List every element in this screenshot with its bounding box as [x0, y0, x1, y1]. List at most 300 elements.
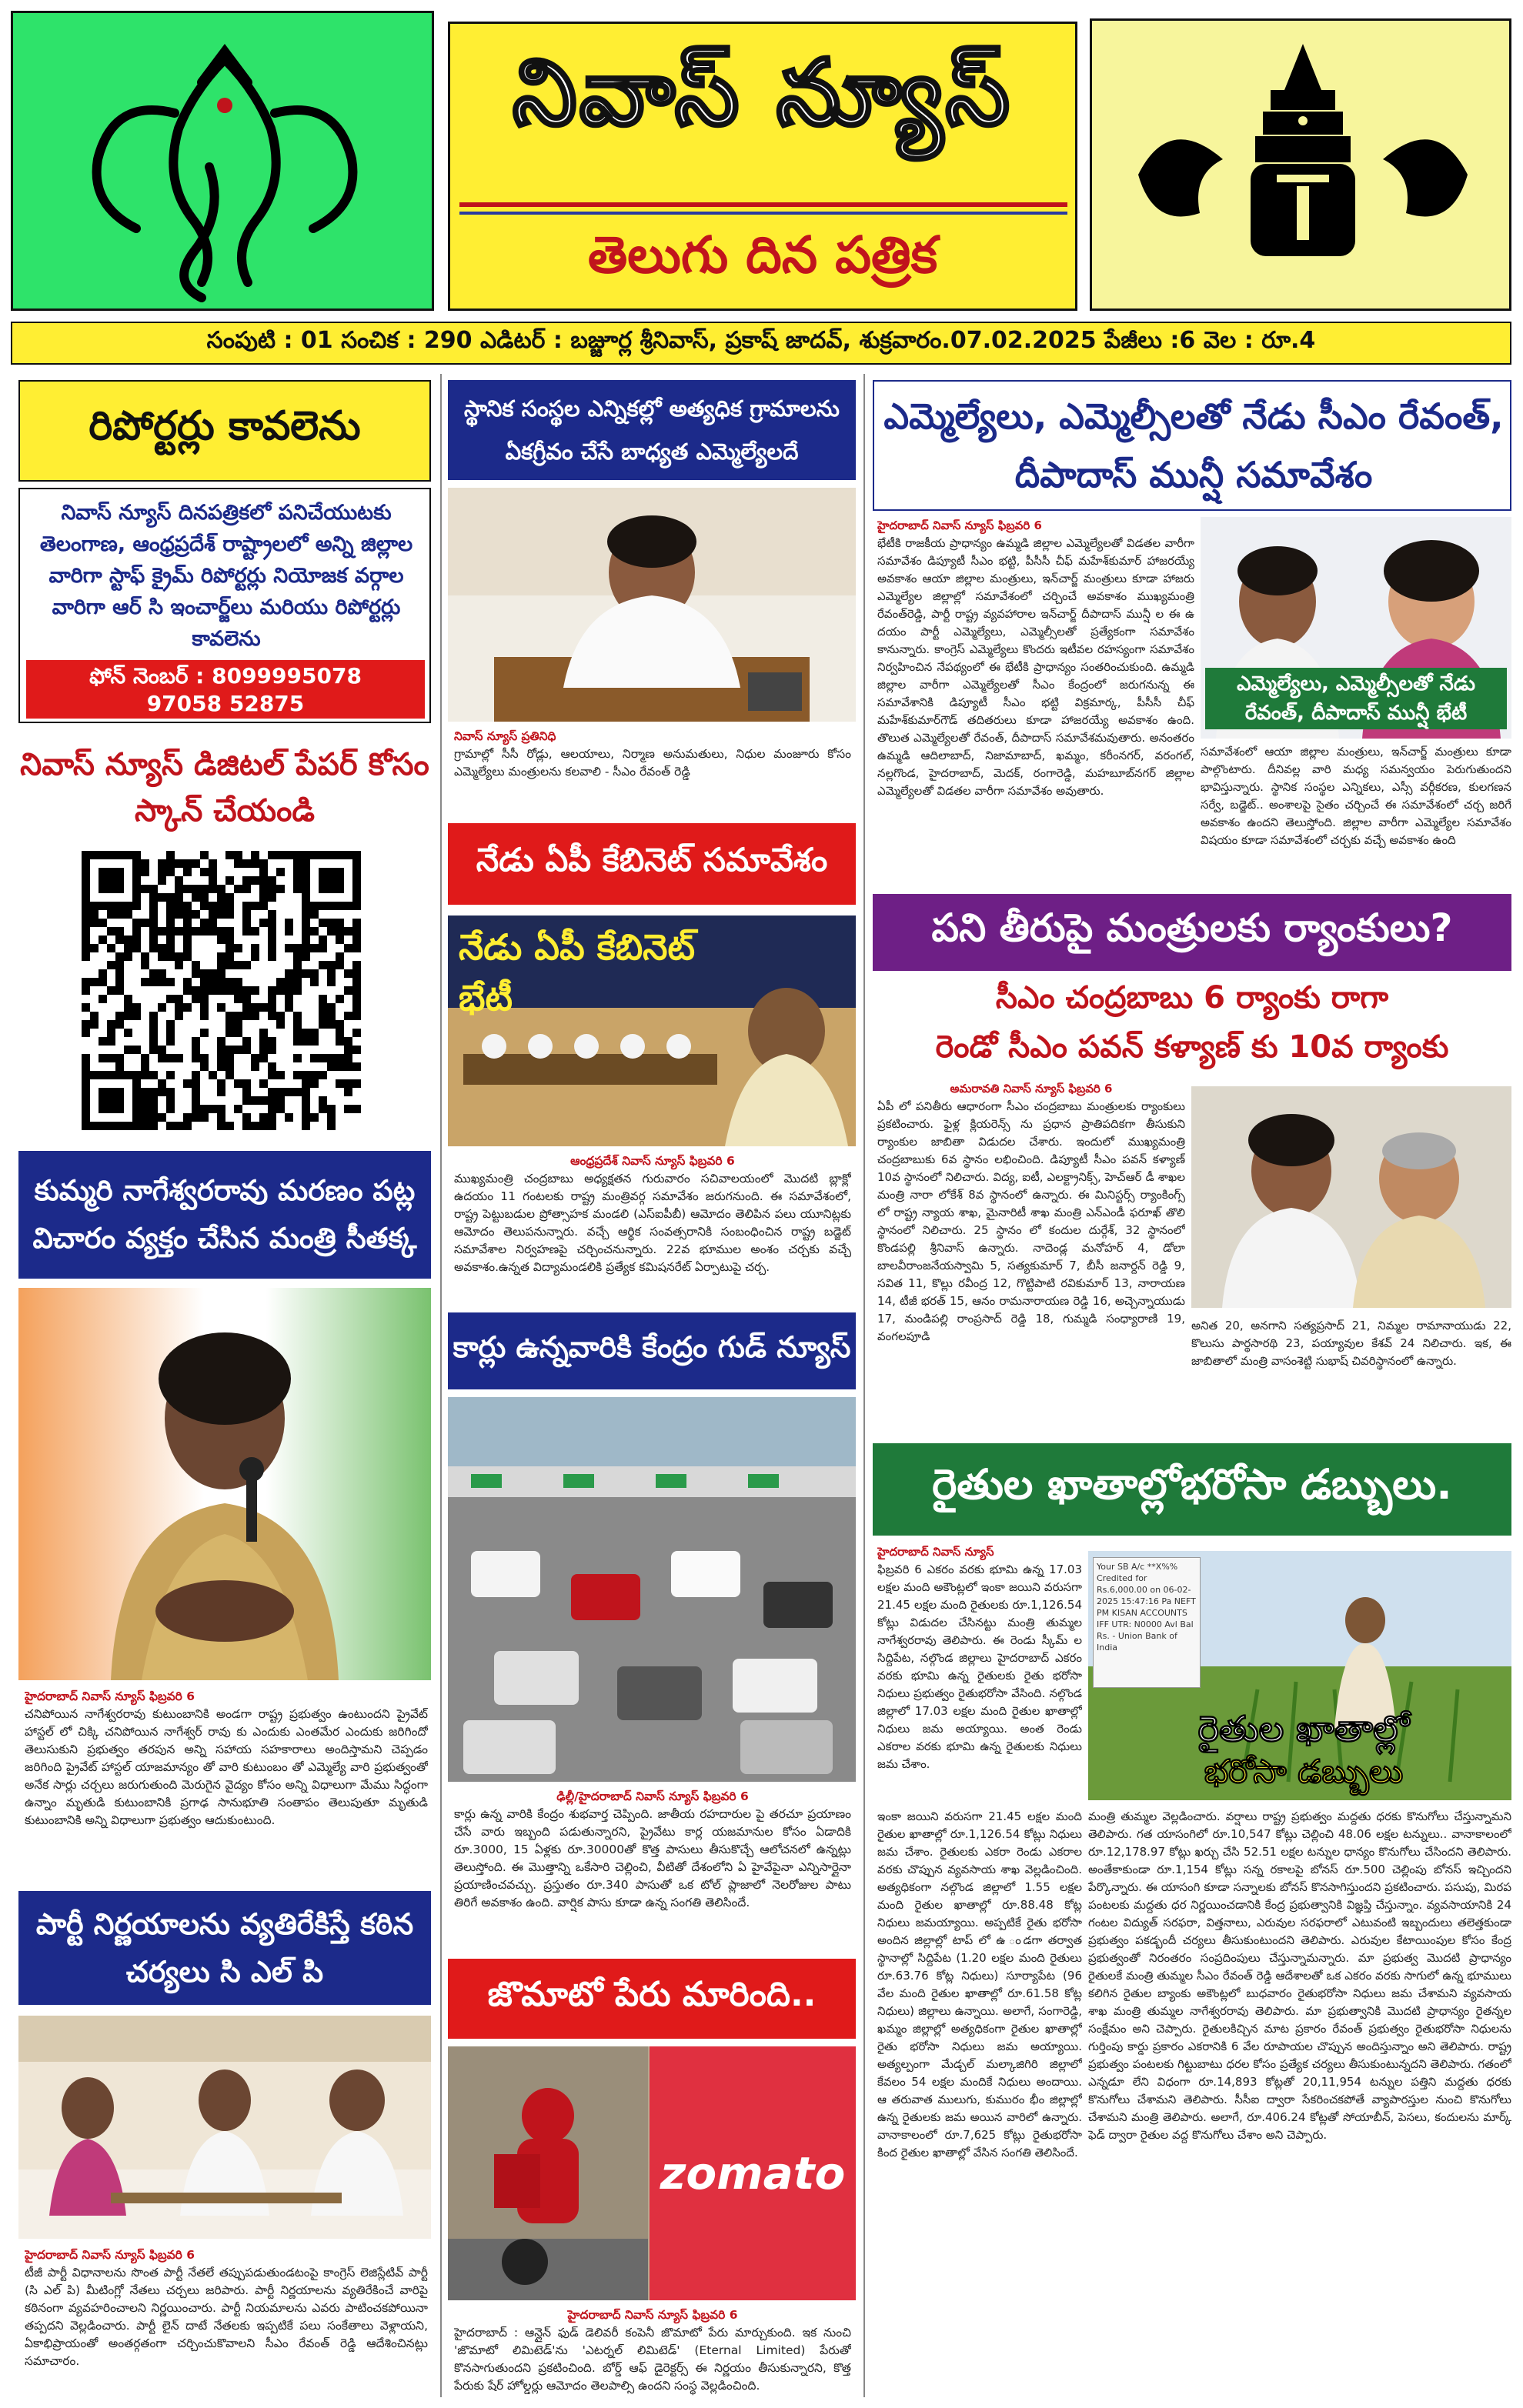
qr-module: [302, 1105, 310, 1113]
qr-module: [132, 936, 141, 944]
qr-module: [234, 961, 242, 969]
qr-module: [132, 1003, 141, 1012]
qr-module: [183, 1122, 192, 1130]
qr-module: [175, 885, 183, 893]
qr-module: [259, 919, 268, 927]
qr-module: [319, 1012, 327, 1020]
qr-module: [209, 919, 217, 927]
qr-module: [141, 952, 149, 961]
qr-module: [242, 910, 251, 919]
qr-module: [200, 893, 209, 902]
qr-code-icon: [20, 849, 420, 1132]
reporters-wanted-box: [18, 488, 431, 723]
qr-module: [192, 927, 200, 936]
qr-module: [209, 1071, 217, 1079]
qr-module: [327, 1105, 336, 1113]
qr-module: [115, 952, 124, 961]
qr-module: [319, 1003, 327, 1012]
qr-module: [183, 1113, 192, 1122]
qr-module: [166, 927, 175, 936]
qr-module: [293, 885, 302, 893]
qr-module: [192, 1105, 200, 1113]
qr-module: [319, 1105, 327, 1113]
qr-module: [285, 944, 293, 952]
qr-module: [259, 1003, 268, 1012]
farmers-body-top: ఫిబ్రవరి 6 ఎకరం వరకు భూమి ఉన్న 17.03 లక్షల మంది అకౌంట్లలో ఇంకా జయిని వరుసగా 21.45 లక్షల మంది రైతులకు రూ.1,126.54 కోట్లు విడుదల చేసినట్టు మంత్రి తుమ్మల నాగేశ్వరరావు తెలిపారు. ఈ రెండు స్కీమ్ ల సిద్దిపేట, నల్గొండ జిల్లాలు హైదరాబాద్ ఎకరం వరకు భూమి ఉన్న రైతులకు రైతు భరోసా నిధులు ప్రభుత్వం రైతుభరోసా వేసింది. నల్గొండ జిల్లాలో 17.03 లక్షల మంది రైతుల ఖాతాల్లో నిధులు జమ అయ్యాయి. అంత రెండు ఎకరాల వరకు భూమి ఉన్న రైతులకు నిధులు జమ చేశాం.: [877, 1563, 1082, 1771]
qr-module: [149, 969, 158, 978]
digital-paper-box: [18, 737, 431, 839]
qr-module: [192, 1054, 200, 1062]
qr-module: [192, 995, 200, 1003]
qr-module: [352, 1046, 361, 1054]
qr-module: [285, 986, 293, 995]
toll-plaza-icon: [448, 1397, 856, 1782]
qr-module: [192, 961, 200, 969]
qr-module: [209, 876, 217, 885]
seethakka-body: చనిపోయిన నాగేశ్వరరావు కుటుంబానికి అండగా రాష్ట్ర ప్రభుత్వం ఉంటుందని ప్రైవేట్ హాస్టల్ లో చిక్కి చనిపోయిన నాగేశ్వర్ రావు కు ఎందుకు ఎంతమేర ఎందుకు జరిగిందో తెలుసుకుని ప్రభుత్వం తరపున అన్ని సహాయ సహకారాలు అందిస్తామని చెప్పడం జరిగింది ప్రైవేట్ హాస్టల్ యాజమాన్యం తో వారి కుటుంబం తో ఎమ్మెల్యే వారి ప్రభుత్వంతో అనేక సార్లు చర్చలు జరుగుతుంది మెరుగైన వైద్యం కోసం అన్ని విధాలుగా మేము సిద్ధంగా ఉన్నాం మృతుడి కుటుంబానికి ప్రగాఢ సానుభూతి సంతాపం తెలుపుతూ మృతుడి కుటుంబానికి అన్ని విధాలుగా ప్రభుత్వం ఆదుకుంటుంది.: [25, 1707, 428, 1827]
qr-module: [99, 919, 107, 927]
qr-module: [276, 978, 285, 986]
qr-module: [225, 1046, 234, 1054]
balaji-icon: [1092, 21, 1511, 311]
qr-module: [166, 1096, 175, 1105]
revanth-meet-heading: ఎమ్మెల్యేలు, ఎమ్మెల్సీలతో నేడు సీఎం రేవంత్, దీపాదాస్ మున్షీ సమావేశం: [883, 395, 1504, 495]
qr-module: [268, 986, 276, 995]
qr-module: [166, 1071, 175, 1079]
qr-module: [327, 1054, 336, 1062]
ranks-header-box: [873, 894, 1511, 971]
qr-module: [175, 902, 183, 910]
cars-body: కార్లు ఉన్న వారికి కేంద్రం శుభవార్త చెప్పింది. జాతీయ రహదారుల పై తరచూ ప్రయాణం చేసే వారు ఇబ్బంది పడుతున్నారని, ప్రైవేటు కార్ల యజమానుల కోసం ఏడాదికి రూ.3000, 15 ఏళ్లకు రూ.30000తో కొత్త పాసులు తీసుకొచ్చే ఆలోచనలో ఉన్నట్లు తెలుస్తోంది. ఈ మొత్తాన్ని ఒకేసారి చెల్లించి, వీటితో దేశంలోని ఏ హైవేపైనా ఎన్నిసార్లైనా ప్రయాణించవచ్చు. ప్రస్తుతం రూ.340 పాసుతో ఒక టోల్ ప్లాజాలో నెలరోజుల పాటు తిరిగే అవకాశం ఉంది. వార్షిక పాసు కూడా ఉన్న సంగతి తెలిసిందే.: [454, 1807, 851, 1909]
qr-module: [268, 885, 276, 893]
qr-module: [242, 1088, 251, 1096]
qr-module: [115, 927, 124, 936]
qr-module: [234, 1046, 242, 1054]
qr-module: [259, 1079, 268, 1088]
qr-module: [175, 910, 183, 919]
qr-code[interactable]: [20, 849, 420, 1132]
qr-module: [141, 961, 149, 969]
qr-module: [132, 944, 141, 952]
qr-module: [99, 995, 107, 1003]
qr-module: [319, 961, 327, 969]
qr-module: [302, 1096, 310, 1105]
qr-module: [225, 961, 234, 969]
qr-module: [242, 885, 251, 893]
qr-module: [200, 986, 209, 995]
minister-portrait-icon: [18, 1288, 431, 1680]
qr-module: [158, 1046, 166, 1054]
qr-module: [259, 1096, 268, 1105]
qr-module: [310, 910, 319, 919]
qr-module: [310, 1037, 319, 1046]
qr-module: [217, 1079, 225, 1088]
newspaper-title: నివాస్ న్యూస్: [513, 39, 1013, 145]
ranks-subheading-2: రెండో సీఎం పవన్ కళ్యాణ్ కు 10వ ర్యాంకు: [935, 1029, 1449, 1065]
qr-module: [302, 1113, 310, 1122]
qr-module: [183, 936, 192, 944]
qr-module: [175, 893, 183, 902]
qr-module: [183, 978, 192, 986]
qr-module: [242, 1113, 251, 1122]
qr-module: [242, 986, 251, 995]
qr-module: [132, 919, 141, 927]
qr-module: [82, 910, 90, 919]
qr-module: [302, 1029, 310, 1037]
qr-module: [259, 1029, 268, 1037]
qr-module: [99, 978, 107, 986]
qr-module: [276, 1088, 285, 1096]
qr-module: [99, 1054, 107, 1062]
ap-cabinet-body: ముఖ్యమంత్రి చంద్రబాబు అధ్యక్షతన గురువారం సచివాలయంలో మొదటి బ్లాక్లో ఉదయం 11 గంటలకు రాష్ట్ర మంత్రివర్గ సమావేశం జరుగనుంది. ఈ సమావేశంలో, రాష్ట్ర పెట్టుబడుల ప్రోత్సాహక మండలి (ఎస్ఐపీబీ) ఆమోదం తెలిపిన పలు యూనిట్లకు ఆమోదం తెలుపనున్నారు. వచ్చే ఆర్థిక సంవత్సరానికి సంబంధించిన రాష్ట్ర బడ్జెట్ సమావేశాల నిర్వహణపై చర్చించనున్నారు. 22వ భూముల అంశం చర్చకు వచ్చే అవకాశం.ఉన్నత విద్యామండలికి ప్రత్యేక కమిషనరేట్ ఏర్పాటుపై చర్చ.: [454, 1172, 851, 1274]
qr-module: [99, 1088, 124, 1113]
qr-module: [217, 1054, 225, 1062]
qr-module: [192, 885, 200, 893]
qr-module: [149, 1122, 158, 1130]
qr-module: [175, 1003, 183, 1012]
qr-module: [225, 1071, 234, 1079]
revanth-meet-body-right: సమావేశంలో ఆయా జిల్లాల మంత్రులు, ఇన్‌చార్జ్ మంత్రులు కూడా పాల్గొంటారు. దీనివల్ల వారి మధ్య సమన్వయం పెరుగుతుందని భావిస్తున్నారు. స్థానిక సంస్థల ఎన్నికలు, ఎస్సీ వర్గీకరణ, కులగణన సర్వే, బడ్జెట్.. అంశాలపై సైతం చర్చించే ఈ సమావేశంలో చర్చ జరిగే అవకాశం ఉందని తెలుస్తోంది. జిల్లాల వారీగా ఎమ్మెల్యేల సమావేశం విషయం కూడా సమావేశంలో చర్చకు వచ్చే అవకాశం ఉంది: [1201, 745, 1511, 847]
qr-module: [149, 885, 158, 893]
qr-module: [183, 986, 192, 995]
qr-module: [302, 1037, 310, 1046]
qr-module: [268, 1071, 276, 1079]
qr-module: [82, 944, 90, 952]
qr-module: [192, 1079, 200, 1088]
qr-module: [259, 859, 268, 868]
qr-module: [344, 1046, 352, 1054]
qr-module: [158, 1054, 166, 1062]
qr-module: [124, 910, 132, 919]
qr-module: [217, 1037, 225, 1046]
qr-module: [251, 927, 259, 936]
qr-module: [242, 859, 251, 868]
revanth-meet-photo: [1201, 517, 1511, 739]
qr-module: [82, 927, 90, 936]
ap-cabinet-dateline: ఆంధ్రప్రదేశ్ నివాస్ న్యూస్ ఫిబ్రవరి 6: [570, 1154, 735, 1168]
qr-module: [158, 1079, 166, 1088]
qr-module: [183, 859, 192, 868]
cm-portrait-icon: [448, 488, 856, 722]
qr-module: [251, 986, 259, 995]
qr-module: [268, 1113, 276, 1122]
qr-module: [82, 1029, 90, 1037]
qr-module: [217, 936, 225, 944]
qr-module: [166, 1088, 175, 1096]
qr-module: [200, 995, 209, 1003]
qr-module: [209, 859, 217, 868]
qr-module: [225, 876, 234, 885]
revanth-meet-article-left: [877, 517, 1194, 886]
qr-module: [141, 1071, 149, 1079]
qr-module: [225, 936, 234, 944]
qr-module: [251, 1122, 259, 1130]
qr-module: [259, 1054, 268, 1062]
qr-module: [217, 961, 225, 969]
qr-module: [141, 1062, 149, 1071]
qr-module: [158, 1003, 166, 1012]
qr-module: [115, 936, 124, 944]
qr-module: [209, 978, 217, 986]
qr-module: [268, 952, 276, 961]
qr-module: [234, 986, 242, 995]
qr-module: [183, 885, 192, 893]
cars-article: [454, 1788, 851, 1948]
qr-module: [99, 936, 107, 944]
qr-module: [132, 1012, 141, 1020]
ranks-dateline: అమరావతి నివాస్ న్యూస్ ఫిబ్రవరి 6: [950, 1082, 1113, 1096]
qr-module: [234, 859, 242, 868]
qr-module: [183, 868, 192, 876]
qr-module: [141, 859, 149, 868]
qr-module: [175, 1012, 183, 1020]
zomato-logo: zomato: [650, 2046, 856, 2300]
zomato-header-box: [448, 1959, 856, 2039]
qr-module: [124, 936, 132, 944]
qr-module: [141, 1122, 149, 1130]
qr-module: [319, 1096, 327, 1105]
qr-module: [115, 1012, 124, 1020]
qr-module: [344, 1079, 352, 1088]
phone-number-2: 97058 52875: [146, 691, 305, 716]
qr-module: [293, 1088, 302, 1096]
revanth-meet-body-left: భేటీకి రాజకీయ ప్రాధాన్యం ఉమ్మడి జిల్లాల ఎమ్మెల్యేలతో విడతల వారీగా సమావేశం డిప్యూటీ సీఎం భట్టి, పీసీసీ చీఫ్ మహేశ్‌కుమార్ హాజరయ్యే అవకాశం ఆయా జిల్లాల మంత్రులు, ఇన్‌చార్జ్ మంత్రులు కూడా హాజరు ఎమ్మెల్యేల జిల్లాల్లో సమావేశంలో చర్చించే అవకాశం ముఖ్యమంత్రి రేవంత్‌రెడ్డి, పార్టీ రాష్ట్ర వ్యవహారాల ఇన్‌చార్జ్ దీపాదాస్ మున్షీ ల ఈ ఉ దయం పార్టీ ఎమ్మెల్యేలు, ఎమ్మెల్సీలతో ప్రత్యేకంగా సమావేశం కానున్నారు. కాంగ్రెస్ ఎమ్మెల్యేలు కొందరు ఇటీవల రహస్యంగా సమావేశం నిర్వహించిన నేపథ్యంలో ఈ భేటీకి ప్రాధాన్యం సంతరించుకుంది. ఉమ్మడి జిల్లాల వారీగా ఎమ్మెల్యేలతో సీఎం కేంద్రంలో జరుగనున్న ఈ సమావేశానికి డిప్యూటీ సీఎం భట్టి విక్రమార్క, పీసీసీ చీఫ్ మహేశ్‌కుమార్‌గౌడ్ తదితరులు కూడా హాజరయ్యే అవకాశం ఉంది. తొలుత ఎమ్మెల్యేలతో రేవంత్, దీపాదాస్ సమావేశమవుతారు. అనంతరం ఉమ్మడి ఆదిలాబాద్, నిజామాబాద్, ఖమ్మం, కరీంనగర్, వరంగల్, నల్లగొండ, హైదరాబాద్, మెదక్, రంగారెడ్డి, మహబూబ్‌నగర్ జిల్లాల ఎమ్మెల్యేలతో విడతల వారీగా సమావేశం అవుతారు.: [877, 536, 1194, 798]
qr-module: [209, 885, 217, 893]
qr-module: [259, 902, 268, 910]
qr-module: [107, 961, 115, 969]
qr-module: [149, 1113, 158, 1122]
qr-module: [141, 1105, 149, 1113]
qr-module: [200, 927, 209, 936]
edition-info-text: సంపుటి : 01 సంచిక : 290 ఎడిటర్ : బజ్జూర్ల శ్రీనివాస్, ప్రకాష్ జాదవ్, శుక్రవారం.07.02.2025 పేజీలు :6 వెల : రూ.4: [206, 327, 1316, 354]
qr-module: [217, 1062, 225, 1071]
ap-cabinet-header-box: [448, 823, 856, 905]
qr-module: [234, 1079, 242, 1088]
qr-module: [158, 868, 166, 876]
qr-module: [352, 1105, 361, 1113]
qr-module: [310, 944, 319, 952]
qr-module: [268, 1037, 276, 1046]
toll-plaza-photo: [448, 1397, 856, 1782]
qr-module: [183, 927, 192, 936]
qr-module: [268, 927, 276, 936]
qr-module: [149, 1020, 158, 1029]
qr-module: [251, 876, 259, 885]
qr-module: [336, 1037, 344, 1046]
qr-module: [166, 936, 175, 944]
qr-module: [217, 986, 225, 995]
qr-module: [90, 1012, 99, 1020]
qr-module: [99, 969, 107, 978]
farmers-photo-text-white: రైతుల ఖాతాల్లో: [1197, 1708, 1410, 1749]
masthead-rule-blue: [459, 212, 1067, 215]
qr-module: [293, 1037, 302, 1046]
qr-module: [293, 1071, 302, 1079]
qr-module: [319, 936, 327, 944]
qr-module: [344, 1054, 352, 1062]
qr-module: [166, 919, 175, 927]
qr-module: [175, 927, 183, 936]
qr-module: [259, 1122, 268, 1130]
qr-module: [302, 1122, 310, 1130]
farmers-dateline: హైదరాబాద్ నివాస్ న్యూస్: [877, 1545, 994, 1559]
qr-module: [293, 868, 302, 876]
qr-module: [327, 978, 336, 986]
local-bodies-header-box: [448, 380, 856, 480]
qr-module: [251, 944, 259, 952]
qr-module: [259, 876, 268, 885]
qr-module: [99, 1037, 107, 1046]
qr-module: [99, 868, 124, 893]
qr-module: [166, 978, 175, 986]
qr-module: [336, 952, 344, 961]
qr-module: [344, 1062, 352, 1071]
zomato-article: [454, 2306, 851, 2402]
qr-module: [158, 876, 166, 885]
qr-module: [149, 919, 158, 927]
qr-module: [293, 961, 302, 969]
qr-module: [242, 995, 251, 1003]
qr-module: [302, 936, 310, 944]
qr-module: [107, 1054, 115, 1062]
newspaper-subtitle: తెలుగు దిన పత్రిక: [587, 225, 938, 285]
zomato-dateline: హైదరాబాద్ నివాస్ న్యూస్ ఫిబ్రవరి 6: [567, 2308, 738, 2322]
qr-module: [115, 910, 124, 919]
qr-module: [327, 1003, 336, 1012]
qr-module: [285, 927, 293, 936]
qr-module: [242, 1122, 251, 1130]
qr-module: [166, 944, 175, 952]
qr-module: [132, 927, 141, 936]
qr-module: [82, 919, 90, 927]
qr-module: [124, 995, 132, 1003]
qr-module: [175, 961, 183, 969]
qr-module: [192, 893, 200, 902]
qr-module: [268, 1003, 276, 1012]
qr-module: [158, 969, 166, 978]
qr-module: [251, 1054, 259, 1062]
qr-module: [225, 978, 234, 986]
qr-module: [90, 944, 99, 952]
qr-module: [149, 1105, 158, 1113]
qr-module: [82, 1020, 90, 1029]
qr-module: [268, 1046, 276, 1054]
qr-module: [352, 1079, 361, 1088]
qr-module: [225, 1062, 234, 1071]
zomato-body: హైదరాబాద్ : ఆన్లైన్ ఫుడ్ డెలివరీ కంపెనీ జొమాటో పేరు మార్చుకుంది. ఇక నుంచి 'జొమాటో లిమిటెడ్'ను 'ఎటర్నల్ లిమిటెడ్' (Eternal Limited) పేరుతో కొనసాగుతుందని ప్రకటించింది. బోర్డ్ ఆఫ్ డైరెక్టర్స్ ఈ నిర్ణయం తీసుకున్నారని, కొత్త పేరుకు షేర్ హోల్డర్లు ఆమోదం తెలపాల్సి ఉందని సంస్థ వెల్లడించింది.: [454, 2326, 851, 2393]
qr-module: [225, 910, 234, 919]
qr-module: [90, 978, 99, 986]
qr-module: [166, 1037, 175, 1046]
qr-module: [352, 969, 361, 978]
qr-module: [302, 919, 310, 927]
qr-module: [166, 893, 175, 902]
qr-module: [217, 910, 225, 919]
qr-module: [285, 851, 293, 859]
qr-module: [319, 944, 327, 952]
qr-module: [225, 893, 234, 902]
qr-module: [336, 995, 344, 1003]
qr-module: [259, 1113, 268, 1122]
qr-module: [149, 927, 158, 936]
qr-module: [336, 1054, 344, 1062]
qr-module: [251, 1062, 259, 1071]
qr-module: [209, 969, 217, 978]
qr-module: [259, 868, 268, 876]
cpl-body: టీజీ పార్టీ విధానాలను సొంత పార్టీ నేతలే తప్పుపడుతుండటంపై కాంగ్రెస్ లెజిస్లేటివ్ పార్టీ (సి ఎల్ పి) మీటింగ్లో నేతలు చర్చలు జరిపారు. పార్టీ నిర్ణయాలను వ్యతిరేకించే వారిపై కఠినంగా వ్యవహరించాలని నిర్ణయించారు. పార్టీ నియమాలను ఎవరు పాటించకపోయినా తప్పదని వెల్లడించారు. పార్టీ లైన్ దాటే నేతలకు ఇప్పటికే పలు సంకేతాలు వెళ్లాయని, ఏకాభిప్రాయంతో అంతర్గతంగా చర్చించుకొవాలని సీఎం రేవంత్ రెడ్డి ఆదేశించినట్లు సమాచారం.: [25, 2266, 428, 2368]
qr-module: [336, 1020, 344, 1029]
qr-module: [141, 1088, 149, 1096]
qr-module: [352, 927, 361, 936]
qr-module: [302, 927, 310, 936]
qr-module: [175, 876, 183, 885]
qr-module: [82, 936, 90, 944]
qr-module: [107, 927, 115, 936]
seethakka-photo: [18, 1288, 431, 1680]
qr-module: [166, 952, 175, 961]
qr-module: [158, 859, 166, 868]
qr-module: [209, 868, 217, 876]
qr-module: [225, 1122, 234, 1130]
qr-module: [124, 1003, 132, 1012]
qr-module: [242, 1012, 251, 1020]
qr-module: [268, 995, 276, 1003]
qr-module: [336, 1029, 344, 1037]
phone-banner: [26, 660, 425, 719]
qr-module: [225, 1054, 234, 1062]
qr-module: [344, 1012, 352, 1020]
zomato-heading: జొమాటో పేరు మారింది..: [487, 1975, 817, 2014]
qr-module: [115, 1054, 124, 1062]
qr-module: [251, 902, 259, 910]
qr-module: [285, 1088, 293, 1096]
qr-module: [293, 952, 302, 961]
qr-module: [352, 919, 361, 927]
qr-module: [82, 986, 90, 995]
qr-module: [149, 910, 158, 919]
qr-module: [268, 1062, 276, 1071]
qr-module: [200, 978, 209, 986]
qr-module: [175, 859, 183, 868]
qr-module: [302, 1079, 310, 1088]
qr-module: [251, 1012, 259, 1020]
qr-module: [319, 868, 344, 893]
qr-module: [344, 1088, 352, 1096]
qr-module: [90, 1020, 99, 1029]
qr-module: [158, 1088, 166, 1096]
ap-cabinet-photo: [448, 916, 856, 1146]
masthead-rule-red: [459, 202, 1067, 207]
seethakka-article: [25, 1688, 428, 1873]
qr-module: [141, 978, 149, 986]
qr-module: [285, 978, 293, 986]
qr-module: [183, 919, 192, 927]
qr-module: [209, 1105, 217, 1113]
qr-module: [175, 995, 183, 1003]
qr-module: [175, 1122, 183, 1130]
qr-module: [149, 1071, 158, 1079]
qr-module: [82, 1054, 90, 1062]
farmers-body-bottom-right: మంత్రి తుమ్మల వెల్లడించారు. వర్షాలు రాష్ట్ర ప్రభుత్వం మద్దతు ధరకు కొనుగోలు చేస్తున్నామని తెలిపారు. గత యాసంగిలో రూ.10,547 కోట్లు చెల్లించి 48.06 లక్షల టన్నులు.. వానాకాలంలో రూ.12,178.97 కోట్లు ఖర్చు చేసి 52.51 లక్షల టన్నుల ధాన్యం కొనుగోలు చేసిందని తెలిపారు. అంతేకాకుండా రూ.1,154 కోట్లు సన్న రకాలపై బోనస్ రూ.500 చెల్లింపు బోనస్ ఇచ్చిందని పేర్కొన్నారు. ఈ యాసంగి కూడా సన్నాలకు బోనస్ కొనసాగిస్తుందని ప్రకటించారు. పసుపు, మిరప పంటలకు మద్దతు ధర నిర్ణయించడానికి కేంద్ర ప్రభుత్వానికి విజ్ఞప్తి చేస్తున్నాం. వ్యవసాయానికి 24 గంటల విద్యుత్ సరఫరా, విత్తనాలు, ఎరువుల సరఫరాలో ఎటువంటి ఇబ్బందులు తలెత్తకుండా ప్రభుత్వం పకడ్బందీ చర్యలు తీసుకుంటుందని తెలిపారు. ఎరువుల కేటాయింపుల కోసం కేంద్ర ప్రభుత్వంతో నిరంతరం సంప్రదింపులు చేస్తున్నామన్నారు. మా ప్రభుత్వ మొదటి ప్రాధాన్యం రైతులకే మంత్రి తుమ్మల సీఎం రేవంత్ రెడ్డి ఆదేశాలతో ఒక ఎకరం వరకు సాగులో ఉన్న భూములు కలిగిన రైతుల బ్యాంకు అకౌంట్లలో బుధవారం రైతుభరోసా నిధులు జమ చేశామని వ్యవసాయ శాఖ మంత్రి తుమ్మల నాగేశ్వరరావు తెలిపారు. మా ప్రభుత్వానికి మొదటి ప్రాధాన్యం రైతన్నల సంక్షేమం అని చెప్పారు. రైతులకిచ్చిన మాట ప్రకారం రేవంత్ ప్రభుత్వం రైతుభరోసా నిధులను గుర్తింపు కార్డు ప్రకారం ఎకరానికి 6 వేల రూపాయల చొప్పున అందిస్తున్నాం అని తెలిపారు. రాష్ట్ర ప్రభుత్వం పంటలకు గిట్టుబాటు ధరల కోసం ప్రత్యేక చర్యలు తీసుకుంటున్నదని తెలిపారు. గతంలో ఎన్నడూ లేని విధంగా రూ.14,893 కోట్లతో 20,11,954 టన్నుల పత్తిని మద్దతు ధరకు కొనుగోలు చేశామని తెలిపారు. సీసీఐ ద్వారా సేకరించకపోతే వ్యాపారస్తుల నుంచి కొనుగోలు చేశామని మంత్రి తెలిపారు. అలాగే, రూ.406.24 కోట్లతో సోయాబీన్, పెసలు, కందులను మార్క్ ఫెడ్ ద్వారా రైతుల వద్ద కొనుగోలు చేశాం అని చెప్పారు.: [1088, 1809, 1511, 2142]
qr-module: [124, 1046, 132, 1054]
qr-module: [200, 885, 209, 893]
qr-module: [200, 851, 209, 859]
qr-module: [327, 1113, 336, 1122]
qr-module: [217, 1113, 225, 1122]
qr-module: [192, 1096, 200, 1105]
reporters-wanted-heading: రిపోర్టర్లు కావలెను: [89, 402, 361, 449]
qr-module: [166, 910, 175, 919]
